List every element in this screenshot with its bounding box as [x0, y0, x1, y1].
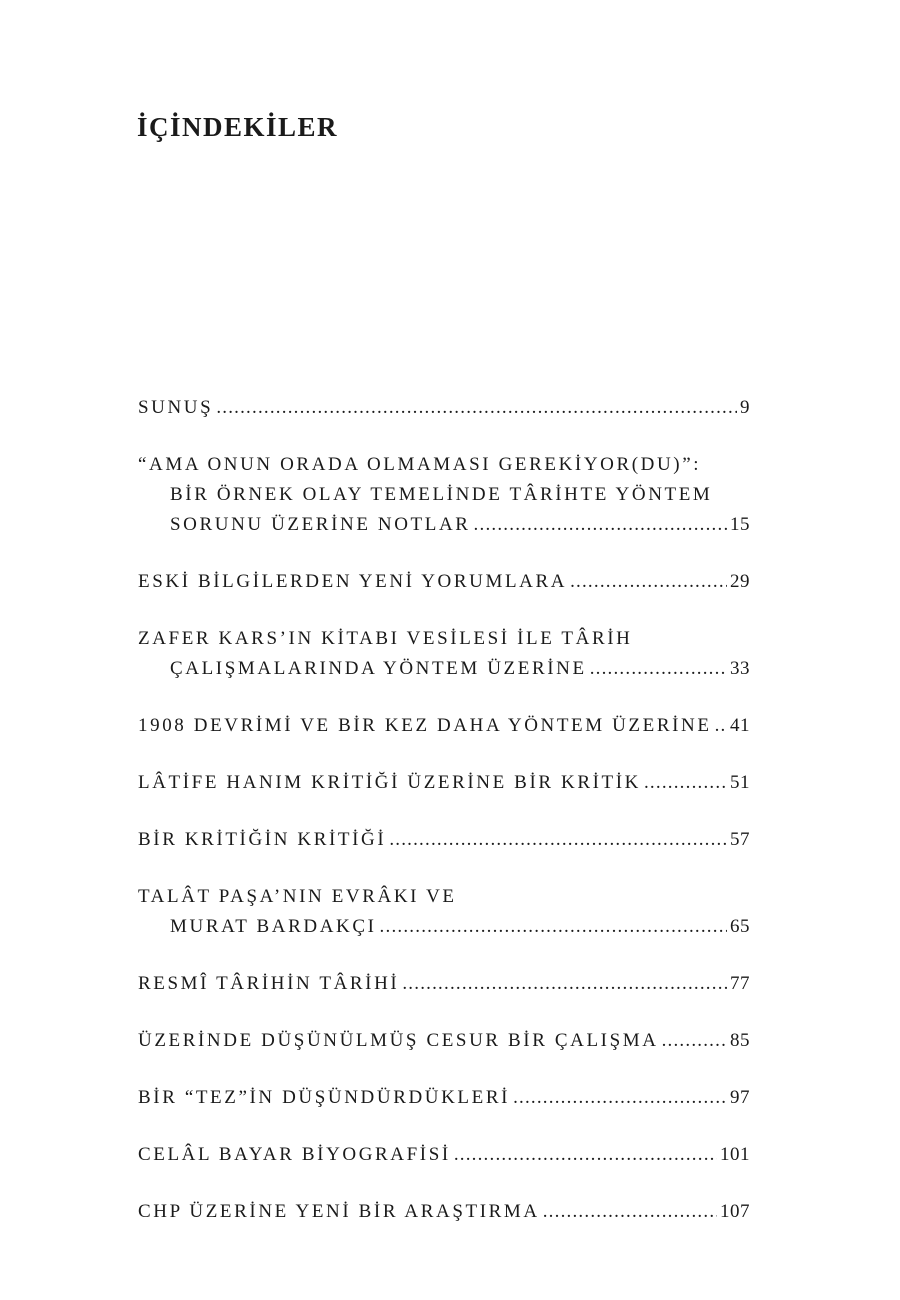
toc-entry	[138, 450, 750, 540]
toc-entry-title-line: MURAT BARDAKÇI	[170, 916, 377, 937]
page-number: 9	[740, 397, 750, 418]
dot-leader	[216, 393, 737, 423]
dot-leader	[662, 1026, 727, 1056]
page-number: 65	[730, 916, 750, 937]
toc-entry-row	[138, 567, 750, 597]
toc-entry-title-line: 1908 DEVRİMİ VE BİR KEZ DAHA YÖNTEM ÜZERİNE	[138, 715, 712, 736]
page-number: 57	[730, 829, 750, 850]
toc-entry	[138, 969, 750, 999]
toc-entry-title-line: ÇALIŞMALARINDA YÖNTEM ÜZERİNE	[170, 658, 587, 679]
toc-entry	[138, 825, 750, 855]
toc-entry-row	[138, 912, 750, 942]
page-number: 85	[730, 1030, 750, 1051]
toc-entry-title-line: ÜZERİNDE DÜŞÜNÜLMÜŞ CESUR BİR ÇALIŞMA	[138, 1030, 659, 1051]
toc-entry-row	[138, 1197, 750, 1227]
toc-entry-title-line: BİR “TEZ”İN DÜŞÜNDÜRDÜKLERİ	[138, 1087, 511, 1108]
toc-entry-row	[138, 1140, 750, 1170]
toc-entry-title-line: “AMA ONUN ORADA OLMAMASI GEREKİYOR(DU)”:	[138, 454, 702, 475]
page-number: 33	[730, 658, 750, 679]
toc-entry-title-line: SUNUŞ	[138, 397, 214, 418]
dot-leader	[389, 825, 727, 855]
toc-entry	[138, 1026, 750, 1056]
page-number: 41	[730, 715, 750, 736]
toc-entry-row	[138, 393, 750, 423]
dot-leader	[570, 567, 727, 597]
page-title: İÇİNDEKİLER	[137, 112, 339, 142]
toc-entry-title-line: RESMÎ TÂRİHİN TÂRİHİ	[138, 973, 400, 994]
toc-entry	[138, 1083, 750, 1113]
dot-leader	[644, 768, 727, 798]
toc-entry-title-line: TALÂT PAŞA’NIN EVRÂKI VE	[138, 886, 457, 907]
toc-entry	[138, 1197, 750, 1227]
dot-leader	[402, 969, 727, 999]
toc-entry	[138, 567, 750, 597]
dot-leader	[454, 1140, 717, 1170]
dot-leader	[474, 510, 727, 540]
page-number: 51	[730, 772, 750, 793]
toc-entry-title-line: BİR ÖRNEK OLAY TEMELİNDE TÂRİHTE YÖNTEM	[170, 484, 713, 505]
toc-entry-row	[138, 1083, 750, 1113]
page-number: 15	[730, 514, 750, 535]
dot-leader	[715, 711, 727, 741]
toc-entry	[138, 768, 750, 798]
page-number: 97	[730, 1087, 750, 1108]
toc-entry-title-line: CELÂL BAYAR BİYOGRAFİSİ	[138, 1144, 451, 1165]
toc-entry-row	[138, 768, 750, 798]
toc-entry	[138, 1140, 750, 1170]
toc-entry-row	[138, 1026, 750, 1056]
page-number: 101	[720, 1144, 750, 1165]
toc-entry	[138, 393, 750, 423]
page-number: 77	[730, 973, 750, 994]
toc-entry-row	[138, 711, 750, 741]
toc-entry-title-line: ESKİ BİLGİLERDEN YENİ YORUMLARA	[138, 571, 568, 592]
dot-leader	[513, 1083, 727, 1113]
toc-entry-title-line: ZAFER KARS’IN KİTABI VESİLESİ İLE TÂRİH	[138, 628, 633, 649]
dot-leader	[590, 654, 727, 684]
toc-entry-row	[138, 825, 750, 855]
page-number: 29	[730, 571, 750, 592]
toc-entry-row	[138, 654, 750, 684]
page-number: 107	[720, 1201, 750, 1222]
dot-leader	[543, 1197, 717, 1227]
dot-leader	[380, 912, 727, 942]
toc-entry	[138, 882, 750, 942]
toc-entry-title-line: SORUNU ÜZERİNE NOTLAR	[170, 514, 471, 535]
toc-entry-row	[138, 969, 750, 999]
toc-entry	[138, 624, 750, 684]
toc-entry-title-line: CHP ÜZERİNE YENİ BİR ARAŞTIRMA	[138, 1201, 540, 1222]
toc-entry	[138, 711, 750, 741]
toc-entry-row	[138, 510, 750, 540]
table-of-contents	[138, 393, 750, 1254]
toc-entry-title-line: BİR KRİTİĞİN KRİTİĞİ	[138, 829, 387, 850]
toc-entry-title-line: LÂTİFE HANIM KRİTİĞİ ÜZERİNE BİR KRİTİK	[138, 772, 641, 793]
